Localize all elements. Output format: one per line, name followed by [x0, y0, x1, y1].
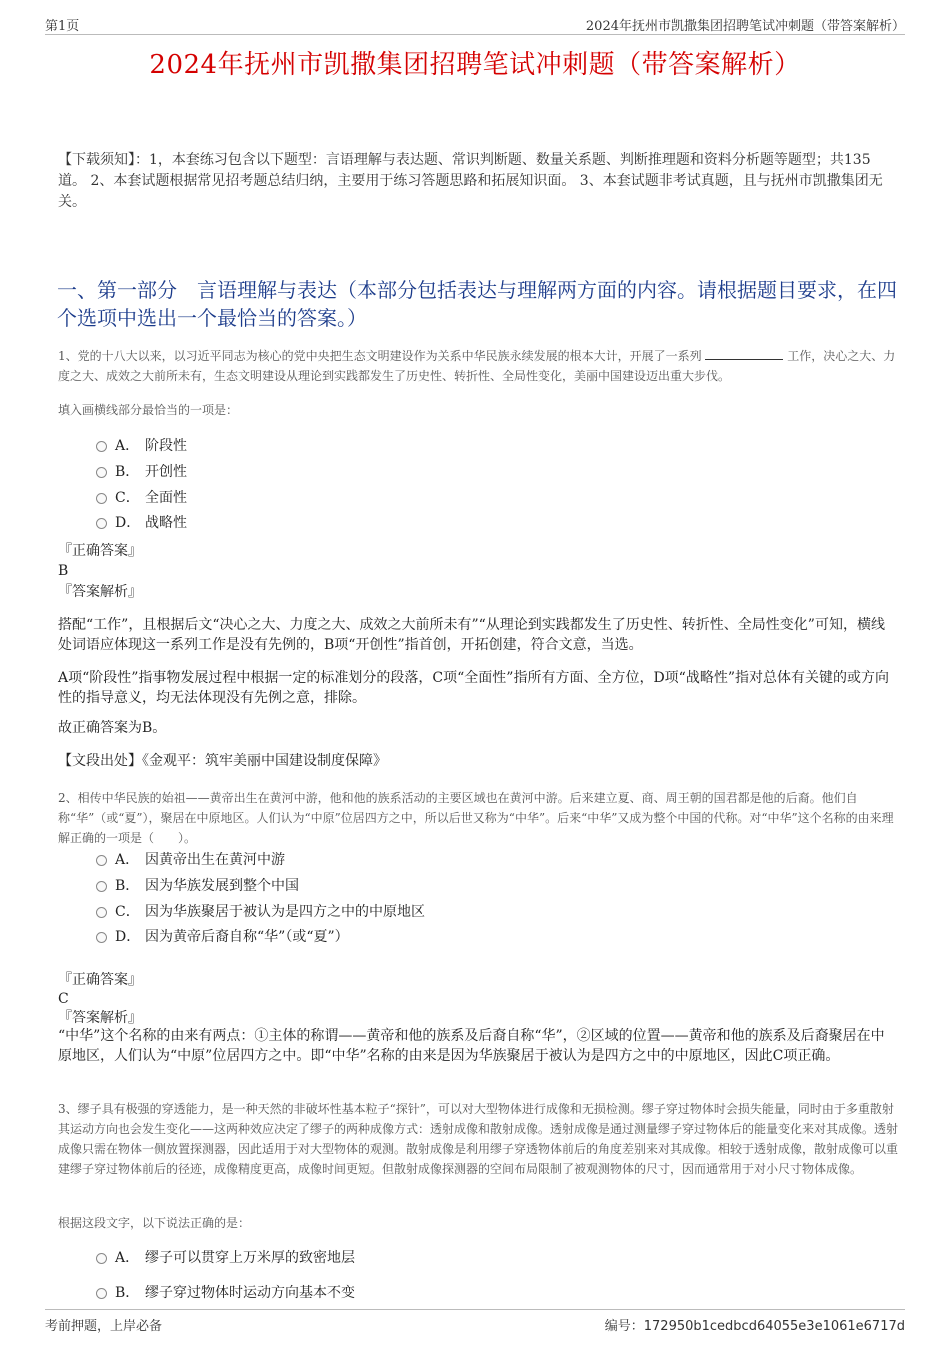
footer-code-label: 编号： [604, 1319, 644, 1334]
radio-icon[interactable] [96, 441, 107, 452]
q2-option-d[interactable]: D． 因为黄帝后裔自称“华”（或“夏”） [96, 927, 349, 947]
footer-code-value: 172950b1cedbcd64055e3e1061e6717d [643, 1319, 905, 1334]
radio-icon[interactable] [96, 493, 107, 504]
q1-answer: B [58, 563, 69, 579]
footer-slogan: 考前押题，上岸必备 [45, 1319, 163, 1334]
page-number: 第1页 [45, 19, 80, 34]
q2-answer-label: 『正确答案』 [58, 972, 142, 988]
q2-stem: 2、相传中华民族的始祖——黄帝出生在黄河中游，他和他的族系活动的主要区域也在黄河中游。后来建立夏、商、周王朝的国君都是他的后裔。他们自称“华”（或“夏”），聚居在中原地区。人们认为“中原”位居四方之中，所以后世又称为“中华”。后来“中华”又成为整个中国的代称。对“中华”这个名称的由来理解正确的一项是（ ）。 [58, 791, 894, 845]
q1-analysis-label: 『答案解析』 [58, 584, 142, 600]
q1-source: 【文段出处】《金观平：筑牢美丽中国建设制度保障》 [58, 753, 387, 769]
download-notice: 【下载须知】：1，本套练习包含以下题型：言语理解与表达题、常识判断题、数量关系题、判断推理题和资料分析题等题型；共135道。 2、本套试题根据常见招考题总结归纳，主要用于练习答题思路和拓展知识面。 3、本套试题非考试真题，且与抚州市凯撒集团无关。 [58, 152, 883, 210]
radio-icon[interactable] [96, 467, 107, 478]
radio-icon[interactable] [96, 855, 107, 866]
radio-icon[interactable] [96, 907, 107, 918]
radio-icon[interactable] [96, 932, 107, 943]
q1-analysis-2: A项“阶段性”指事物发展过程中根据一定的标准划分的段落，C项“全面性”指所有方面、全方位，D项“战略性”指对总体有关键的或方向性的指导意义，均无法体现没有先例之意，排除。 [58, 670, 889, 706]
q2-analysis-label: 『答案解析』 [58, 1010, 142, 1026]
q1-option-c[interactable]: C． 全面性 [96, 488, 187, 508]
q2-option-c[interactable]: C． 因为华族聚居于被认为是四方之中的中原地区 [96, 902, 425, 922]
footer-code [605, 1315, 905, 1334]
q2-answer: C [58, 991, 69, 1007]
document-title: 2024年抚州市凯撒集团招聘笔试冲刺题（带答案解析） [149, 50, 801, 80]
page-header [45, 14, 905, 35]
q1-option-d[interactable]: D． 战略性 [96, 513, 187, 533]
q1-prompt: 填入画横线部分最恰当的一项是： [58, 403, 239, 417]
radio-icon[interactable] [96, 518, 107, 529]
q1-option-b[interactable]: B． 开创性 [96, 462, 187, 482]
q1-analysis-3: 故正确答案为B。 [58, 720, 167, 736]
q1-stem [58, 346, 898, 386]
q3-prompt: 根据这段文字，以下说法正确的是： [58, 1216, 251, 1230]
q1-stem-part-a: 1、党的十八大以来，以习近平同志为核心的党中央把生态文明建设作为关系中华民族永续发展的根本大计，开展了一系列 [58, 349, 702, 363]
section-heading: 一、第一部分 言语理解与表达（本部分包括表达与理解两方面的内容。请根据题目要求，在四个选项中选出一个最恰当的答案。） [57, 278, 897, 330]
q2-option-a[interactable]: A． 因黄帝出生在黄河中游 [96, 850, 285, 870]
q2-option-b[interactable]: B． 因为华族发展到整个中国 [96, 876, 299, 896]
radio-icon[interactable] [96, 1288, 107, 1299]
header-doc-title: 2024年抚州市凯撒集团招聘笔试冲刺题（带答案解析） [585, 19, 905, 34]
page-footer [45, 1309, 905, 1334]
q1-stem-part-b: 工作，决心之大、力度之大、成效之大前所未有，生态文明建设从理论到实践都发生了历史性、转折性、全局性变化，美丽中国建设迈出重大步伐。 [58, 349, 896, 383]
radio-icon[interactable] [96, 881, 107, 892]
q3-stem: 3、缪子具有极强的穿透能力，是一种天然的非破坏性基本粒子“探针”，可以对大型物体进行成像和无损检测。缪子穿过物体时会损失能量，同时由于多重散射其运动方向也会发生变化——这两种效应决定了缪子的两种成像方式：透射成像和散射成像。透射成像是通过测量缪子穿过物体后的能量变化来对其成像。透射成像只需在物体一侧放置探测器，因此适用于对大型物体的观测。散射成像是利用缪子穿透物体前后的角度差别来对其成像。相较于透射成像，散射成像可以重建缪子穿过物体前后的径迹，成像精度更高，成像时间更短。但散射成像探测器的空间布局限制了被观测物体的尺寸，因而通常用于对小尺寸物体成像。 [58, 1102, 899, 1176]
q3-option-b[interactable]: B． 缪子穿过物体时运动方向基本不变 [96, 1283, 355, 1303]
radio-icon[interactable] [96, 1253, 107, 1264]
q1-answer-label: 『正确答案』 [58, 543, 142, 559]
q1-blank [705, 349, 783, 360]
q3-option-a[interactable]: A． 缪子可以贯穿上万米厚的致密地层 [96, 1248, 355, 1268]
q2-analysis: “中华”这个名称的由来有两点：①主体的称谓——黄帝和他的族系及后裔自称“华”，②区域的位置——黄帝和他的族系及后裔聚居在中原地区，人们认为“中原”位居四方之中。即“中华”名称的由来是因为华族聚居于被认为是四方之中的中原地区，因此C项正确。 [58, 1028, 885, 1064]
q1-analysis-1: 搭配“工作”，且根据后文“决心之大、力度之大、成效之大前所未有”“从理论到实践都发生了历史性、转折性、全局性变化”可知，横线处词语应体现这一系列工作是没有先例的，B项“开创性”指首创，开拓创建，符合文意，当选。 [58, 617, 885, 653]
q1-option-a[interactable]: A． 阶段性 [96, 436, 187, 456]
